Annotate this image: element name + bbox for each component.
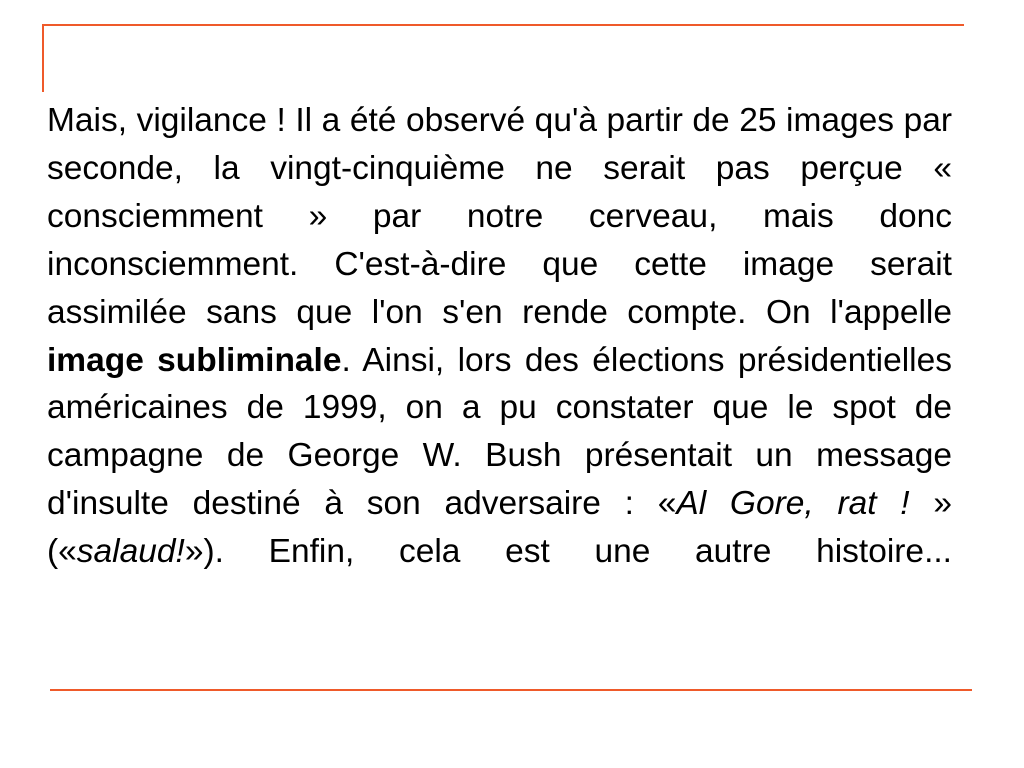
- paragraph-text-part-2: . Ainsi, lors des élections présidentielles américaines de 1999, on a pu constater que le spot de campagne de George W. Bush présentait un message d'insulte destiné à son adversaire : «: [47, 341, 952, 523]
- paragraph-text-part-4: »). Enfin, cela est une autre histoire...: [184, 533, 952, 571]
- italic-quote-1: Al Gore, rat !: [676, 485, 910, 523]
- paragraph-text-part-3: » («: [47, 485, 952, 571]
- left-accent-line: [42, 24, 44, 92]
- body-paragraph: [47, 97, 952, 576]
- paragraph-text-part-1: Mais, vigilance ! Il a été observé qu'à partir de 25 images par seconde, la vingt-cinquième ne serait pas perçue « consciemment » par notre cerveau, mais donc inconsciemment. C'est-à-dire que cette image serait assimilée sans que l'on s'en rende compte. On l'appelle: [47, 102, 952, 331]
- bottom-accent-line: [50, 689, 972, 691]
- top-accent-line: [42, 24, 964, 26]
- bold-term: image subliminale: [47, 341, 342, 379]
- italic-quote-2: salaud!: [76, 533, 185, 571]
